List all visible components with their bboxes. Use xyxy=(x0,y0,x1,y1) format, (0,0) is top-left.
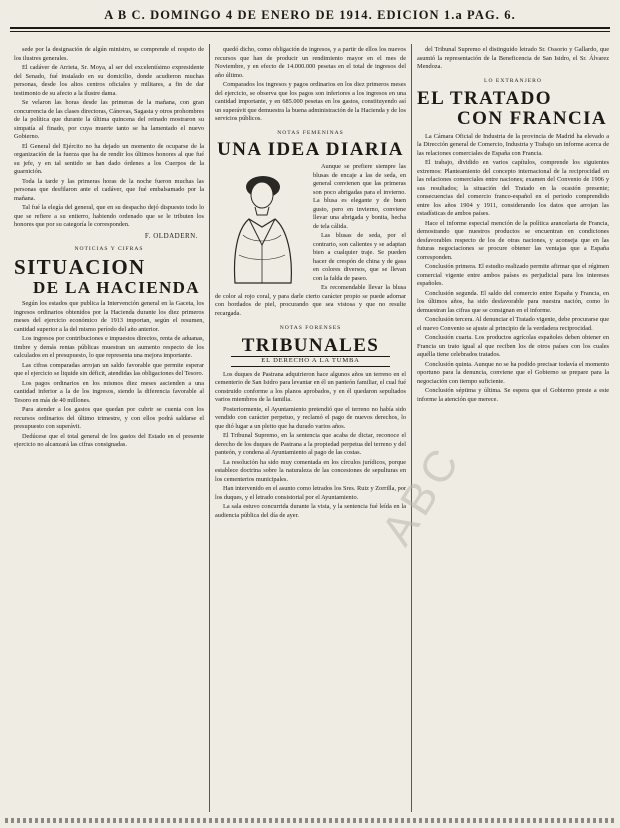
article-para: Dedúcese que el total general de los gastos del Estado en el presente ejercicio no alcanzará las cifras consignadas. xyxy=(14,432,204,449)
column-2 xyxy=(215,46,406,814)
article-para: Para atender a los gastos que quedan por cubrir se cuenta con los recursos ordinarios del último trimestre, y con ellos podrá saldarse el presupuesto con superávit. xyxy=(14,406,204,431)
tribunal-para: La sala estuvo concurrida durante la vista, y la sentencia fué leída en la audiencia pública del día de ayer. xyxy=(215,503,406,519)
tratado-para: Conclusión primera. El estudio realizado permite afirmar que el régimen comercial vigente entre ambos países es perjudicial para los intereses españoles. xyxy=(417,263,609,288)
column-1 xyxy=(14,46,204,814)
headline-tribunales: TRIBUNALES xyxy=(241,334,380,356)
col2-para: Comparados los ingresos y pagos ordinarios en los diez primeros meses del ejercicio, se observa que los pagos son inferiores a los ingresos en una cantidad importante, y en 685.000 pesetas en los gastos, constituyendo así un superávit que demuestra la buena administración de la Hacienda y de los servicios públicos. xyxy=(215,81,406,122)
page-header: A B C. DOMINGO 4 DE ENERO DE 1914. EDICION 1.a PAG. 6. xyxy=(104,8,516,22)
section-label: NOTAS FEMENINAS xyxy=(277,129,344,136)
bottom-print-strip xyxy=(5,818,615,823)
hacienda-article xyxy=(14,300,204,450)
col1-intro-para: Toda la tarde y las primeras horas de la noche fueron muchas las personas que desfilaron ante el cadáver, que fué embalsamado por la mañana. xyxy=(14,177,204,202)
col1-intro-para: El General del Ejército no ha dejado un momento de ocuparse de la organización de la fuerza que ha de rendir los últimos honores al que fué su jefe, y en tal sentido se han dado órdenes a los Cuerpos de la guarnición. xyxy=(14,142,204,175)
tribunal-para: Posteriormente, el Ayuntamiento pretendió que el terreno no había sido vendido con carácter perpetuo, y reclamó el pago de nuevos derechos, lo que dió lugar a un pleito que ha durado varios años. xyxy=(215,405,406,430)
headline-tratado: EL TRATADO xyxy=(417,88,552,109)
tribunal-para: El Tribunal Supremo, en la sentencia que acaba de dictar, reconoce el derecho de los duques de Pastrana a la propiedad perpetua del terreno y del panteón, y condena al Ayuntamiento al pago de las costas. xyxy=(215,432,406,457)
tratado-para: Conclusión quinta. Aunque no se ha podido precisar todavía el momento oportuno para la denuncia, conviene que el Gobierno se prepare para la negociación con tiempo suficiente. xyxy=(417,360,609,385)
header-rule-thin xyxy=(10,31,610,32)
section-label: NOTICIAS Y CIFRAS xyxy=(74,246,144,252)
subheadline: EL DERECHO A LA TUMBA xyxy=(231,356,390,367)
col3-para: del Tribunal Supremo el distinguido letrado Sr. Ossorio y Gallardo, que asumió la representación de la Beneficencia de San Isidro, el Sr. Álvarez Mendoza. xyxy=(417,46,609,70)
tratado-para: Conclusión cuarta. Los productos agrícolas españoles deben obtener en Francia un trato igual al que reciben los de otros países con los cuales aquélla tiene celebrados tratados. xyxy=(417,334,609,359)
col1-intro xyxy=(14,46,204,230)
col1-intro-para: Tal fué la elegía del general, que en su despacho dejó dispuesto todo lo que se refiere a su entierro, habiendo ordenado que se le tributen los honores que por su categoría le corresponden. xyxy=(14,204,204,228)
tribunales-article xyxy=(215,371,406,521)
col1-intro-para: sede por la designación de algún ministro, se comprende el respeto de los ilustres generales. xyxy=(14,46,204,62)
col2-para: quedó dicho, como obligación de ingresos, y a partir de ellos los nuevos recursos que han de producir un rendimiento mayor en el mes de Noviembre, y en efecto de 14.000.000 pesetas en el total de ingresos del año último. xyxy=(215,46,406,79)
col1-intro-para: El cadáver de Arrieta, Sr. Moya, al ser del excelentísimo expresidente del Senado, fué instalado en su domicilio, donde acudieron muchas personas, desde los altos centros oficiales y militares, a fin de dar testimonio de su afecto a la ilustre dama. xyxy=(14,64,204,97)
tribunal-para: La resolución ha sido muy comentada en los círculos jurídicos, porque establece doctrina sobre la naturaleza de las concesiones de sepulturas en los cementerios municipales. xyxy=(215,458,406,483)
article-para: Las cifras comparadas arrojan un saldo favorable que permite esperar que el ejercicio se liquide sin déficit, atendidas las obligaciones del Tesoro. xyxy=(14,361,204,378)
column-3 xyxy=(417,46,609,814)
article-para: Según los estados que publica la Intervención general en la Gaceta, los ingresos ordinarios obtenidos por la Hacienda durante los diez primeros meses del ejercicio económico de 1913 importan, según el resumen, cantidad superior a la del mismo período del año anterior. xyxy=(14,300,204,333)
tribunal-para: Han intervenido en el asunto como letrados los Sres. Ruiz y Zorrilla, por los duques, y el letrado consistorial por el Ayuntamiento. xyxy=(215,485,406,501)
col1-intro-para: Se velaron las horas desde las primeras de la mañana, con gran concurrencia de las clases directoras, Cánovas, Sagasta y otros prohombres de la política que durante la última quincena del reinado mostraron su simpatía al finado, por cuya muerte tanto se ha lamentado el nuevo Gobierno. xyxy=(14,99,204,140)
signature: F. OLDADERN. xyxy=(144,231,198,240)
tratado-para: Conclusión séptima y última. Se espera que el Gobierno preste a este informe la atención que merece. xyxy=(417,387,609,403)
tratado-article xyxy=(417,133,609,405)
tratado-para: La Cámara Oficial de Industria de la provincia de Madrid ha elevado a la Dirección general de Comercio, Industria y Trabajo un informe acerca de las relaciones comerciales de España con Francia. xyxy=(417,132,609,157)
section-label: LO EXTRANJERO xyxy=(484,77,542,84)
idea-para: Aunque se prefiere siempre las blusas de encaje a las de seda, en general convienen que las primeras son poco abrigadas para el invierno. La blusa es elegante y de buen gusto, pero en invierno, conviene llevar una abrigada y bonita, hecha de tela cálida. xyxy=(313,163,406,230)
headline-hacienda: DE LA HACIENDA xyxy=(33,277,200,297)
headline-francia: CON FRANCIA xyxy=(457,108,607,130)
tratado-para: Conclusión segunda. El saldo del comercio entre España y Francia, en los últimos años, ha sido desfavorable para nuestra nación, como lo demuestran las cifras que se consignan en el informe. xyxy=(417,289,609,314)
archive-watermark: ABC xyxy=(372,435,472,554)
tratado-para: El trabajo, dividido en varios capítulos, comprende los siguientes extremos: Planteamiento del concepto internacional de la reciprocidad en las relaciones comerciales entre naciones; examen del Convenio de 1906 y sus resultados; la situación del Tratado en la ocasión presente; consecuencias del comercio franco-español en el periodo comprendido entre los años 1904 y 1911, considerando los datos que arrojan las estadísticas de ambos países. xyxy=(417,159,609,218)
headline-idea-diaria: UNA IDEA DIARIA xyxy=(217,139,404,160)
idea-para: Las blusas de seda, por el contrario, son calientes y se adaptan bien a cualquier traje. Se pueden hacer de crespón de china y de gasa en colores diversos, que se llevan con la falda de paseo. xyxy=(313,232,406,282)
header-rule xyxy=(10,27,610,29)
tratado-para: Hace el informe especial mención de la política arancelaria de Francia, demostrando que nuestros productos se encuentran en condiciones desfavorables respecto de los de otras naciones, y aconseja que en las futuras negociaciones se procure obtener las ventajas que a España corresponden. xyxy=(417,219,609,261)
idea-para: Es recomendable llevar la blusa de color al rojo coral, y para darle cierto carácter propio se puede adornar con bordados de piel, procurando que sea vistosa y que no resulte recargada. xyxy=(215,284,406,317)
section-label: NOTAS FORENSES xyxy=(279,325,342,332)
tratado-para: Conclusión tercera. Al denunciar el Tratado vigente, debe procurarse que el nuevo Convenio se ajuste al principio de la verdadera reciprocidad. xyxy=(417,316,609,332)
column-divider-2 xyxy=(411,44,412,812)
article-para: Los ingresos por contribuciones e impuestos directos, renta de aduanas, timbre y demás rentas públicas muestran un aumento respecto de los calculados en el presupuesto, lo que representa una mejora importante. xyxy=(14,335,204,360)
idea-article xyxy=(215,163,406,318)
column-divider-1 xyxy=(209,44,210,812)
article-para: Los pagos ordinarios en los mismos diez meses ascienden a una cantidad inferior a la de los ingresos, siendo la diferencia favorable al Tesoro en más de 40 millones. xyxy=(14,379,204,404)
tribunal-para: Los duques de Pastrana adquirieron hace algunos años un terreno en el cementerio de San Isidro para levantar en él un panteón familiar, el cual fué construido conforme a los planos aprobados, y en él quedaron sepultados varios miembros de la familia. xyxy=(215,370,406,404)
woman-blouse-illustration xyxy=(215,165,307,285)
headline-situacion: SITUACION xyxy=(14,254,146,279)
